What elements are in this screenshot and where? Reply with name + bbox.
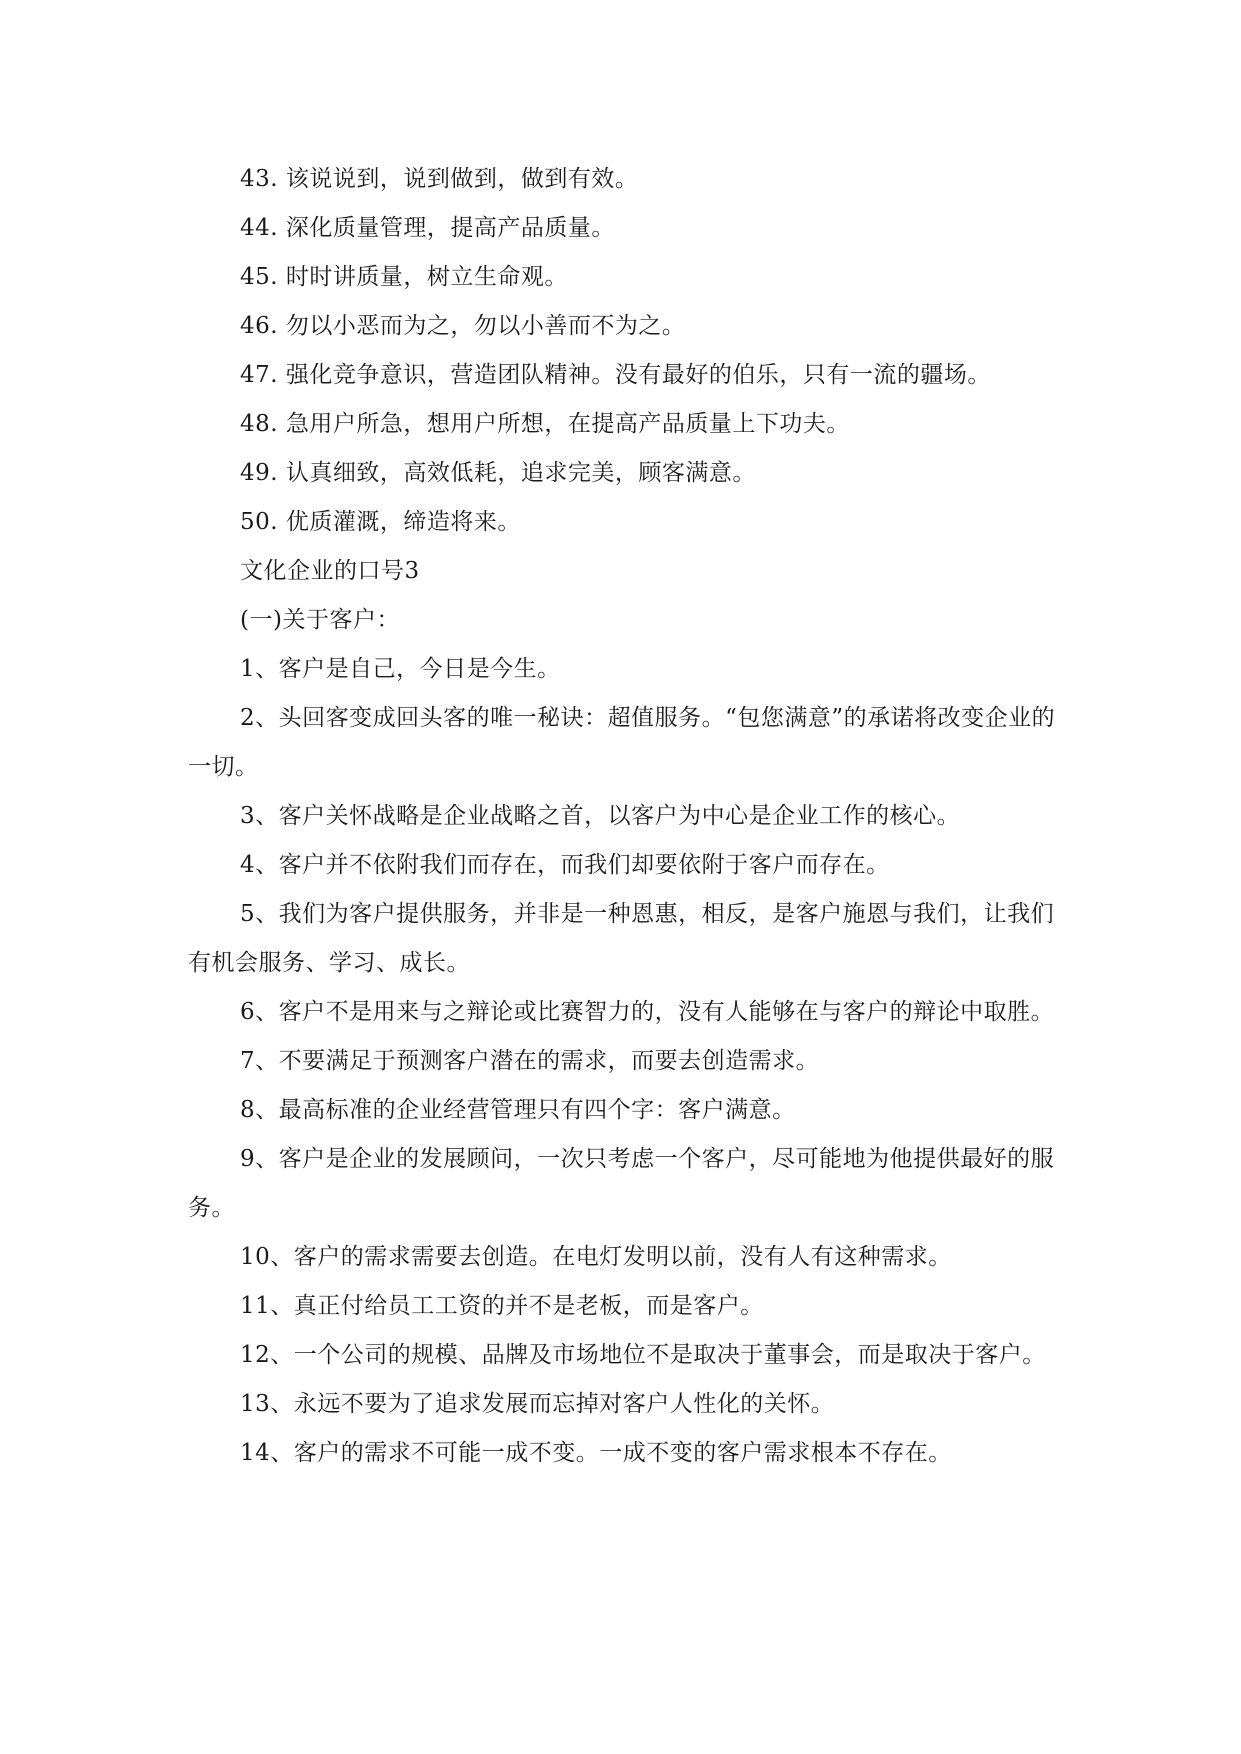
customer-item-7: 7、不要满足于预测客户潜在的需求，而要去创造需求。 [240,1048,820,1074]
paragraph-49: 49. 认真细致，高效低耗，追求完美，顾客满意。 [240,460,756,486]
customer-item-3: 3、客户关怀战略是企业战略之首，以客户为中心是企业工作的核心。 [240,803,961,829]
paragraph-48: 48. 急用户所急，想用户所想，在提高产品质量上下功夫。 [240,411,850,437]
customer-item-6: 6、客户不是用来与之辩论或比赛智力的，没有人能够在与客户的辩论中取胜。 [240,999,1055,1025]
customer-item-12: 12、一个公司的规模、品牌及市场地位不是取决于董事会，而是取决于客户。 [240,1342,1046,1368]
customer-item-5: 5、我们为客户提供服务，并非是一种恩惠，相反，是客户施恩与我们，让我们有机会服务、学习、成长。 [188,901,1055,976]
customer-item-13: 13、永远不要为了追求发展而忘掉对客户人性化的关怀。 [240,1391,835,1417]
customer-item-10: 10、客户的需求需要去创造。在电灯发明以前，没有人有这种需求。 [240,1244,952,1270]
paragraph-45: 45. 时时讲质量，树立生命观。 [240,264,568,290]
paragraph-43: 43. 该说说到，说到做到，做到有效。 [240,166,639,192]
section-heading: 文化企业的口号3 [240,558,420,584]
document-body [188,155,1056,1478]
subsection-heading: (一)关于客户： [240,607,400,633]
paragraph-47: 47. 强化竞争意识，营造团队精神。没有最好的伯乐，只有一流的疆场。 [240,362,991,388]
customer-item-1: 1、客户是自己，今日是今生。 [240,656,561,682]
customer-item-8: 8、最高标准的企业经营管理只有四个字：客户满意。 [240,1097,796,1123]
customer-item-4: 4、客户并不依附我们而存在，而我们却要依附于客户而存在。 [240,852,890,878]
customer-item-11: 11、真正付给员工工资的并不是老板，而是客户。 [240,1293,764,1319]
paragraph-50: 50. 优质灌溉，缔造将来。 [240,509,521,535]
customer-item-2: 2、头回客变成回头客的唯一秘诀：超值服务。“包您满意”的承诺将改变企业的一切。 [188,705,1056,780]
customer-item-9: 9、客户是企业的发展顾问，一次只考虑一个客户，尽可能地为他提供最好的服务。 [188,1146,1055,1221]
paragraph-46: 46. 勿以小恶而为之，勿以小善而不为之。 [240,313,686,339]
paragraph-44: 44. 深化质量管理，提高产品质量。 [240,215,615,241]
customer-item-14: 14、客户的需求不可能一成不变。一成不变的客户需求根本不存在。 [240,1440,952,1466]
